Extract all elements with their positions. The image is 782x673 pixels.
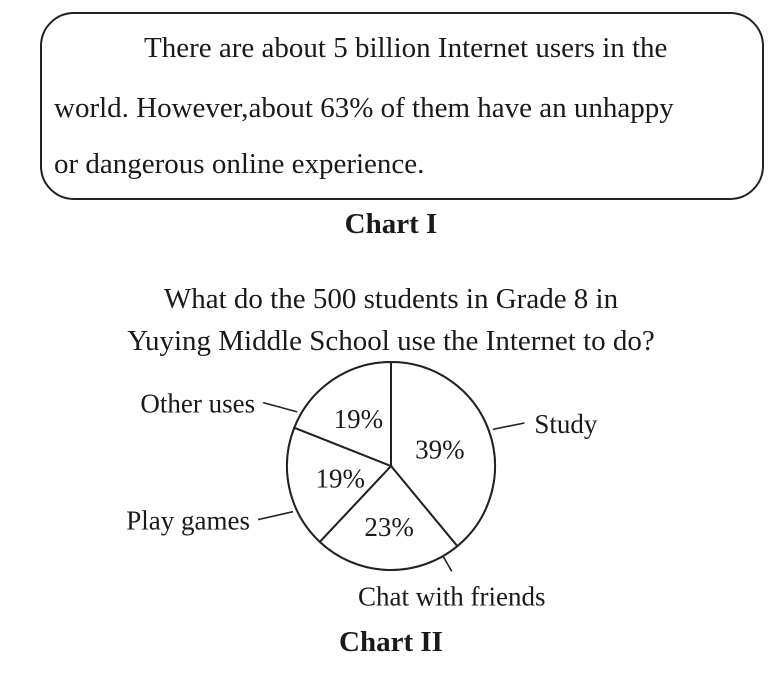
chart1-text-line-2: world. However,about 63% of them have an unhappy <box>54 92 674 124</box>
slice-value-label-study: 39% <box>415 434 465 465</box>
callout-line-other-uses <box>263 403 297 412</box>
category-label-other-uses: Other uses <box>140 388 256 419</box>
slice-value-label-chat-with-friends: 23% <box>364 512 414 542</box>
chart2-question-line-1: What do the 500 students in Grade 8 in <box>163 283 619 315</box>
chart1-caption: Chart I <box>344 208 438 240</box>
chart1-text-line-1: There are about 5 billion Internet users in the <box>144 32 668 64</box>
chart2-question-line-2: Yuying Middle School use the Internet to do? <box>127 325 655 357</box>
callout-line-play-games <box>258 512 293 520</box>
callout-line-study <box>493 423 525 429</box>
category-label-play-games: Play games <box>126 505 250 536</box>
slice-value-label-other-uses: 19% <box>333 404 384 434</box>
chart2-caption: Chart II <box>339 626 443 658</box>
slice-value-label-play-games: 19% <box>315 463 366 494</box>
category-label-study: Study <box>534 409 598 439</box>
category-label-chat-with-friends: Chat with friends <box>358 581 546 612</box>
chart1-text-line-3: or dangerous online experience. <box>54 148 425 180</box>
callout-line-chat-with-friends <box>443 556 452 571</box>
